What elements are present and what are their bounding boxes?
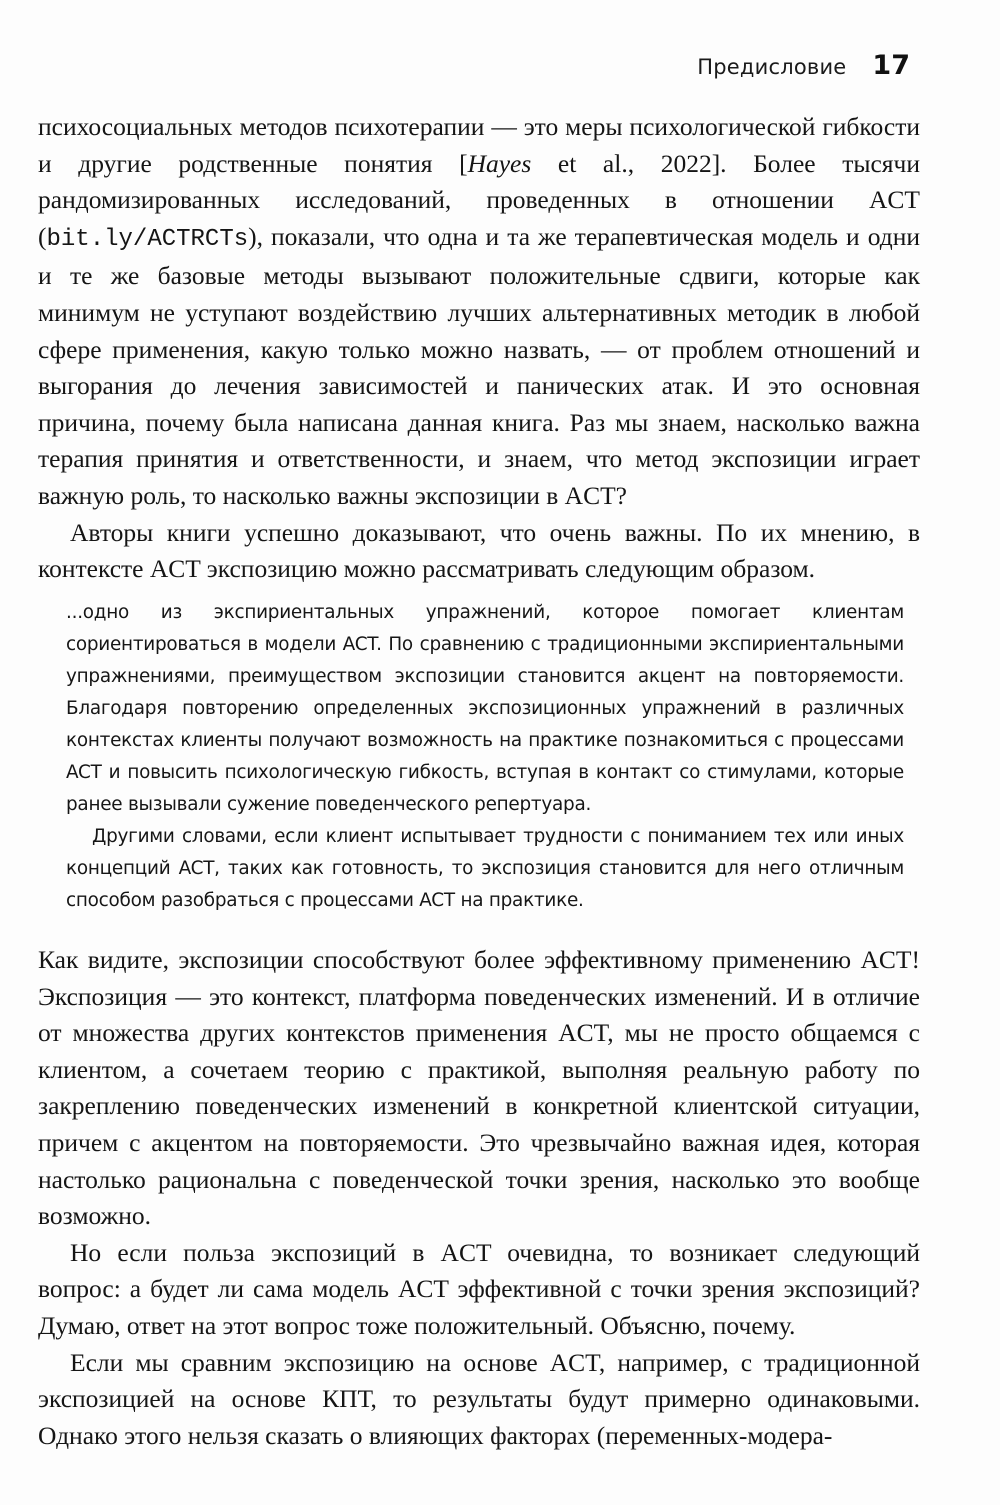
- page-number: 17: [872, 50, 910, 81]
- body-text-lower: [38, 942, 920, 1454]
- paragraph: Но если польза экспозиций в ACT очевидна, то возникает следующий вопрос: а будет ли сама модель ACT эффективной с точки зрения экспозиций? Думаю, ответ на этот вопрос тоже положительный. Объясню, почему.: [38, 1237, 920, 1340]
- quote-paragraph: ...одно из экспириентальных упражнений, которое помогает клиентам сориентироваться в модели ACT. По сравнению с традиционными экспириентальными упражнениями, преимуществом экспозиции становится акцент на повторяемости. Благодаря повторению определенных экспозиционных упражнений в различных контекстах клиенты получают возможность на практике познакомиться с процессами ACT и повысить психологическую гибкость, вступая в контакт со стимулами, которые ранее вызывали сужение поведенческого репертуара.: [66, 602, 904, 815]
- body-text-upper: [38, 109, 920, 588]
- paragraph-text: психосоциальных методов психотерапии — это меры психологической гибкости и другие родственные понятия [: [38, 112, 920, 178]
- quote-paragraph: Другими словами, если клиент испытывает трудности с пониманием тех или иных концепций ACT, таких как готовность, то экспозиция становится для него отличным способом разобраться с процессами ACT на практике.: [66, 826, 904, 911]
- paragraph-text: ), показали, что одна и та же терапевтическая модель и одни и те же базовые методы вызывают положительные сдвиги, которые как минимум не уступают воздействию лучших альтернативных методик в любой сфере применения, какую только можно назвать, — от проблем отношений и выгорания до лечения зависимостей и панических атак. И это основная причина, почему была написана данная книга. Раз мы знаем, насколько важна терапия принятия и ответственности, и знаем, что метод экспозиции играет важную роль, то насколько важны экспозиции в ACT?: [38, 221, 920, 510]
- paragraph: [38, 109, 920, 515]
- running-header: [697, 50, 910, 81]
- paragraph-text: et al., 2022]. Более тысячи рандомизированных исследований, проведенных в отношении ACT (: [38, 148, 920, 251]
- paragraph: Как видите, экспозиции способствуют более эффективному применению ACT! Экспозиция — это контекст, платформа поведенческих изменений. И в отличие от множества других контекстов применения ACT, мы не просто общаемся с клиентом, а сочетаем теорию с практикой, выполняя реальную работу по закреплению поведенческих изменений в конкретной клиентской ситуации, причем с акцентом на повторяемости. Это чрезвычайно важная идея, которая настолько рациональна с поведенческой точки зрения, насколько это вообще возможно.: [38, 945, 920, 1231]
- paragraph: Если мы сравним экспозицию на основе ACT, например, с традиционной экспозицией на основе КПТ, то результаты будут примерно одинаковыми. Однако этого нельзя сказать о влияющих факторах (переменных-модера-: [38, 1347, 920, 1450]
- citation-author: Hayes: [467, 148, 532, 178]
- block-quote: [66, 597, 904, 917]
- running-title: Предисловие: [697, 55, 847, 79]
- paragraph: Авторы книги успешно доказывают, что очень важны. По их мнению, в контексте ACT экспозицию можно рассматривать следующим образом.: [38, 517, 920, 584]
- link-text: bit.ly/ACTRCTs: [46, 225, 249, 253]
